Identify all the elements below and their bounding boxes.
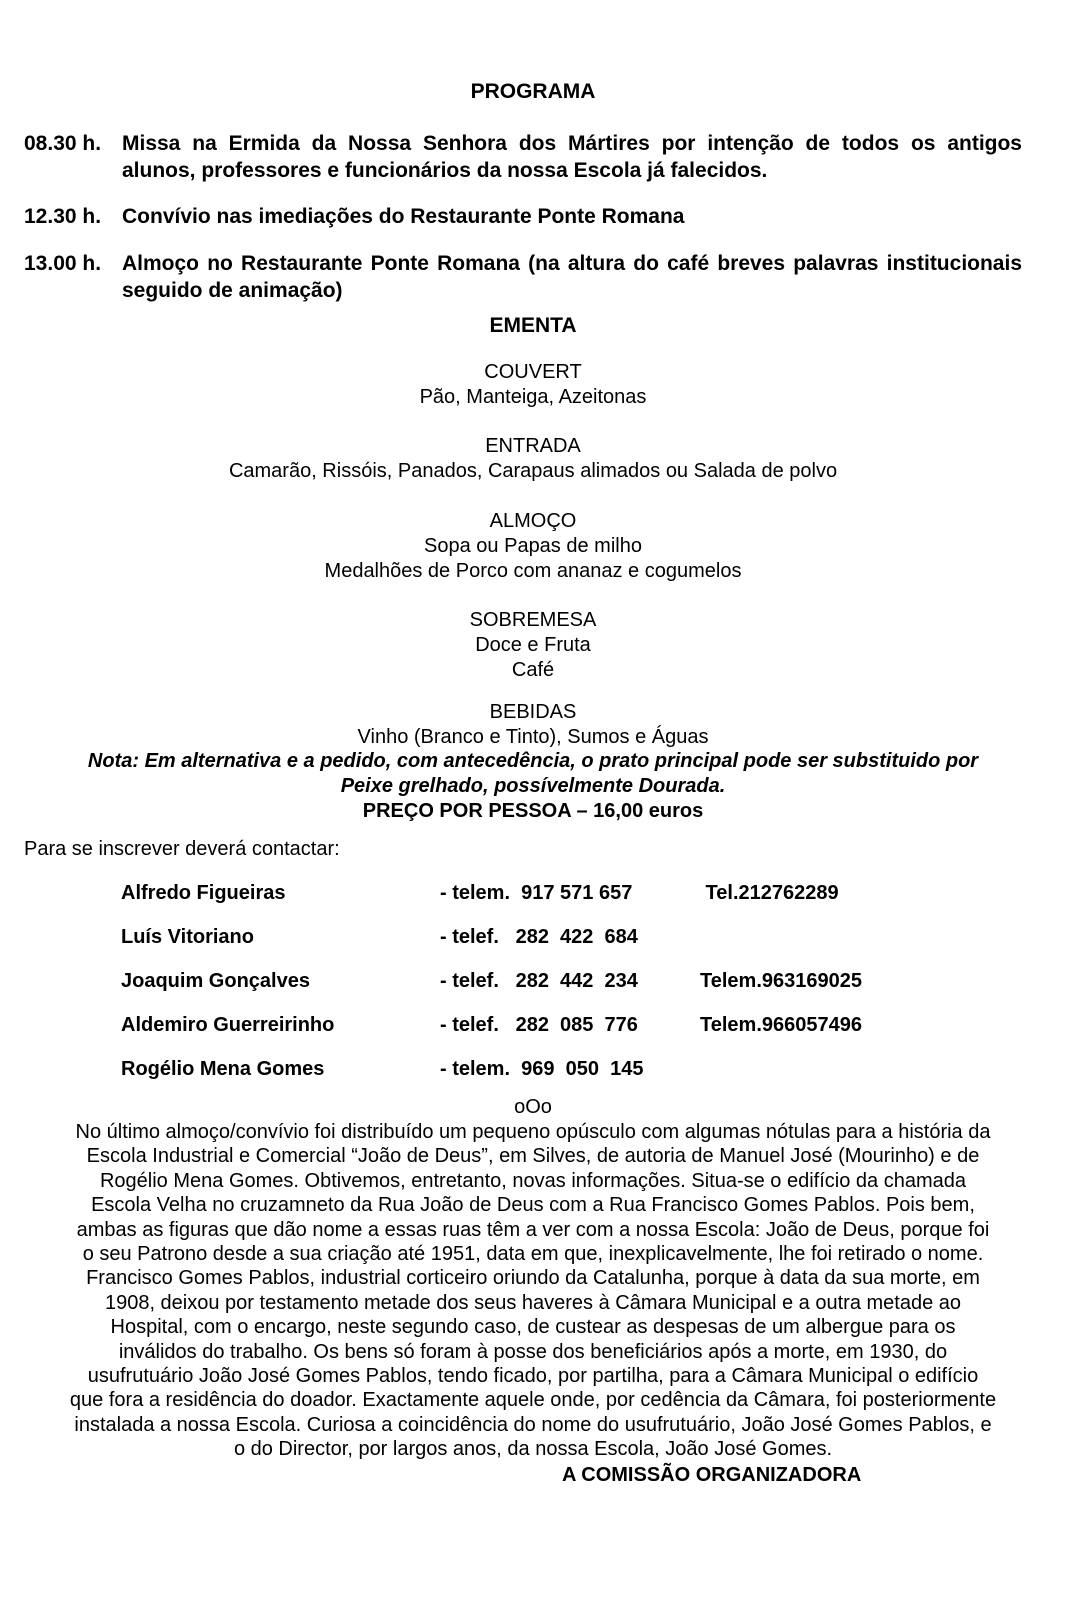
contact-row xyxy=(0,926,1066,952)
body-line: Escola Velha no cruzamneto da Rua João de Deus com a Rua Francisco Gomes Pablos. Pois bem, xyxy=(91,1194,975,1217)
ementa-title: EMENTA xyxy=(489,314,577,337)
body-line: Escola Industrial e Comercial “João de Deus”, em Silves, de autoria de Manuel José (Mourinho) e de xyxy=(86,1145,980,1168)
contact-phone: - telem. 969 050 145 xyxy=(440,1058,644,1080)
contact-extra-phone: Telem.966057496 xyxy=(700,1014,862,1036)
body-line: ambas as figuras que dão nome a essas ruas têm a ver com a nossa Escola: João de Deus, porque foi xyxy=(76,1218,990,1241)
menu-item: Pão, Manteiga, Azeitonas xyxy=(419,386,647,408)
menu-heading-couvert: COUVERT xyxy=(484,361,582,383)
contact-phone: - telef. 282 442 234 xyxy=(440,970,638,992)
contact-name: Alfredo Figueiras xyxy=(121,882,286,904)
body-line: Rogélio Mena Gomes. Obtivemos, entretanto, novas informações. Situa-se o edifício da chamada xyxy=(99,1169,966,1192)
schedule-item xyxy=(24,130,1022,186)
contact-name: Joaquim Gonçalves xyxy=(121,970,310,992)
schedule-text: Almoço no Restaurante Ponte Romana (na altura do café breves palavras institucionais seguido de animação) xyxy=(122,252,1022,302)
body-line: Hospital, com o encargo, neste segundo caso, de custear as despesas de um albergue para os xyxy=(110,1316,956,1339)
contact-name: Rogélio Mena Gomes xyxy=(121,1058,325,1080)
contact-intro: Para se inscrever deverá contactar: xyxy=(24,838,340,860)
schedule-text: Convívio nas imediações do Restaurante Ponte Romana xyxy=(122,205,685,228)
menu-item: Medalhões de Porco com ananaz e cogumelos xyxy=(324,560,742,582)
contact-row xyxy=(0,1058,1066,1084)
body-line: inválidos do trabalho. Os bens só foram à posse dos beneficiários após a morte, em 1930, do xyxy=(118,1340,948,1363)
schedule-item xyxy=(24,203,1022,231)
contact-row xyxy=(0,1014,1066,1040)
contact-name: Aldemiro Guerreirinho xyxy=(121,1014,335,1036)
menu-item: Sopa ou Papas de milho xyxy=(424,535,642,557)
schedule-time: 12.30 h. xyxy=(24,205,102,228)
schedule-item xyxy=(24,250,1022,306)
body-line: que fora a residência do doador. Exactamente aquele onde, por cedência da Câmara, foi posteriormente xyxy=(69,1389,997,1412)
contact-phone: - telef. 282 422 684 xyxy=(440,926,638,948)
contact-name: Luís Vitoriano xyxy=(121,926,254,948)
contact-phone: - telef. 282 085 776 xyxy=(440,1014,638,1036)
contact-extra-phone: Telem.963169025 xyxy=(700,970,862,992)
menu-heading-sobremesa: SOBREMESA xyxy=(469,609,597,631)
contact-phone: - telem. 917 571 657 xyxy=(440,882,633,904)
body-line: 1908, deixou por testamento metade dos seus haveres à Câmara Municipal e a outra metade ao xyxy=(104,1291,962,1314)
body-line: Francisco Gomes Pablos, industrial corticeiro oriundo da Catalunha, porque à data da sua morte, em xyxy=(86,1267,980,1290)
contact-row xyxy=(0,882,1066,908)
menu-item: Vinho (Branco e Tinto), Sumos e Águas xyxy=(357,726,709,748)
body-line: o seu Patrono desde a sua criação até 1951, data em que, inexplicavelmente, lhe foi retirado o nome. xyxy=(82,1243,984,1266)
contact-row xyxy=(0,970,1066,996)
contact-extra-phone: Tel.212762289 xyxy=(700,882,839,904)
body-line: usufrutuário João José Gomes Pablos, tendo ficado, por partilha, para a Câmara Municipal o edifício xyxy=(87,1365,979,1388)
price-per-person: PREÇO POR PESSOA – 16,00 euros xyxy=(362,800,704,822)
menu-item: Café xyxy=(511,659,555,681)
schedule-text: Missa na Ermida da Nossa Senhora dos Mártires por intenção de todos os antigos alunos, professores e funcionários da nossa Escola já falecidos. xyxy=(122,132,1022,182)
body-line: o do Director, por largos anos, da nossa Escola, João José Gomes. xyxy=(233,1438,833,1461)
signature: A COMISSÃO ORGANIZADORA xyxy=(562,1464,862,1486)
nota-line: Nota: Em alternativa e a pedido, com antecedência, o prato principal pode ser substituido por xyxy=(87,750,979,772)
body-line: instalada a nossa Escola. Curiosa a coincidência do nome do usufrutuário, João José Gomes Pablos, e xyxy=(74,1413,992,1436)
schedule-time: 13.00 h. xyxy=(24,252,102,275)
body-line: No último almoço/convívio foi distribuído um pequeno opúsculo com algumas nótulas para a história da xyxy=(75,1121,991,1143)
separator: oOo xyxy=(514,1096,552,1118)
body-paragraph xyxy=(24,1120,1042,1462)
menu-heading-entrada: ENTRADA xyxy=(485,435,581,457)
menu-item: Doce e Fruta xyxy=(475,634,591,656)
schedule-time: 08.30 h. xyxy=(24,132,102,155)
programa-title: PROGRAMA xyxy=(470,80,596,103)
menu-heading-bebidas: BEBIDAS xyxy=(489,701,577,723)
menu-heading-almoco: ALMOÇO xyxy=(489,510,577,532)
menu-item: Camarão, Rissóis, Panados, Carapaus alimados ou Salada de polvo xyxy=(228,460,838,482)
nota-line: Peixe grelhado, possívelmente Dourada. xyxy=(340,775,726,797)
